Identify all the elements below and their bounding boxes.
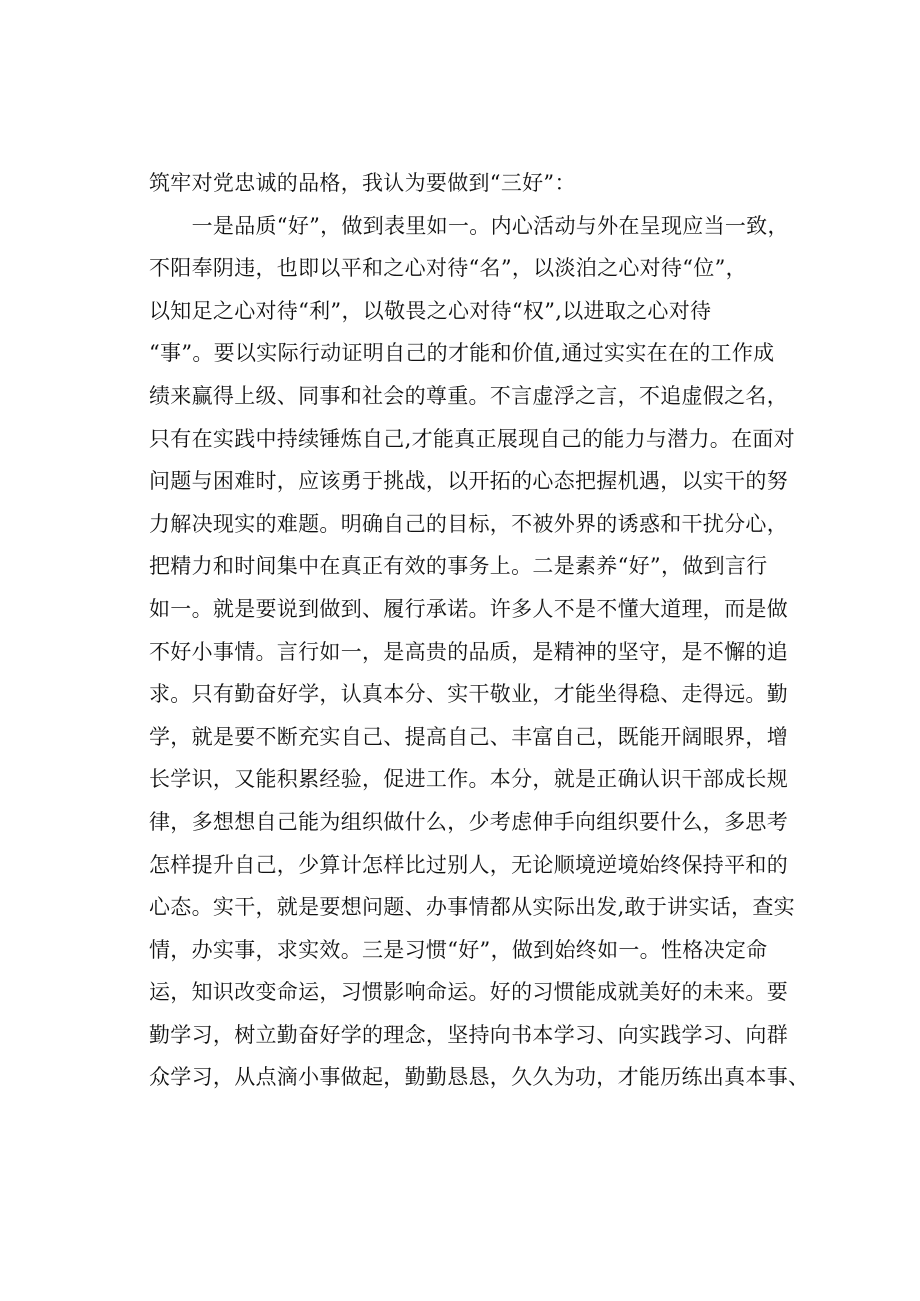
text-line: 长学识，又能积累经验，促进工作。本分，就是正确认识干部成长规 [149,767,788,792]
text-line: 不好小事情。言行如一，是高贵的品质，是精神的坚守，是不懈的追 [149,639,788,664]
text-line: 怎样提升自己，少算计怎样比过别人，无论顺境逆境始终保持平和的 [149,852,788,877]
text-line: 力解决现实的难题。明确自己的目标，不被外界的诱惑和干扰分心， [149,511,788,536]
text-line: 一是品质“好”，做到表里如一。内心活动与外在呈现应当一致， [149,213,789,238]
text-line: 勤学习，树立勤奋好学的理念，坚持向书本学习、向实践学习、向群 [149,1022,788,1047]
text-line: 心态。实干，就是要想问题、办事情都从实际出发,敢于讲实话，查实 [149,895,795,920]
text-line: 筑牢对党忠诚的品格，我认为要做到“三好”： [149,171,576,195]
text-line: 把精力和时间集中在真正有效的事务上。二是素养“好”，做到言行 [149,554,768,579]
text-line: 如一。就是要说到做到、履行承诺。许多人不是不懂大道理，而是做 [149,596,788,621]
text-line: “事”。要以实际行动证明自己的才能和价值,通过实实在在的工作成 [149,341,775,366]
text-line: 求。只有勤奋好学，认真本分、实干敬业，才能坐得稳、走得远。勤 [149,682,788,707]
text-line: 运，知识改变命运，习惯影响命运。好的习惯能成就美好的未来。要 [149,980,788,1005]
text-line: 只有在实践中持续锤炼自己,才能真正展现自己的能力与潜力。在面对 [149,426,795,451]
text-line: 不阳奉阴违，也即以平和之心对待“名”，以淡泊之心对待“位”， [149,256,747,281]
body-text [149,162,829,1099]
text-line: 学，就是要不断充实自己、提高自己、丰富自己，既能开阔眼界，增 [149,724,788,749]
text-line: 众学习，从点滴小事做起，勤勤恳恳，久久为功，才能历练出真本事、 [149,1065,810,1090]
text-line: 以知足之心对待“利”，以敬畏之心对待“权”,以进取之心对待 [149,298,712,323]
text-line: 绩来赢得上级、同事和社会的尊重。不言虚浮之言，不追虚假之名， [149,383,788,408]
text-line: 问题与困难时，应该勇于挑战，以开拓的心态把握机遇，以实干的努 [149,469,788,494]
text-line: 情，办实事，求实效。三是习惯“好”，做到始终如一。性格决定命 [149,937,768,962]
text-line: 律，多想想自己能为组织做什么，少考虑伸手向组织要什么，多思考 [149,809,788,834]
